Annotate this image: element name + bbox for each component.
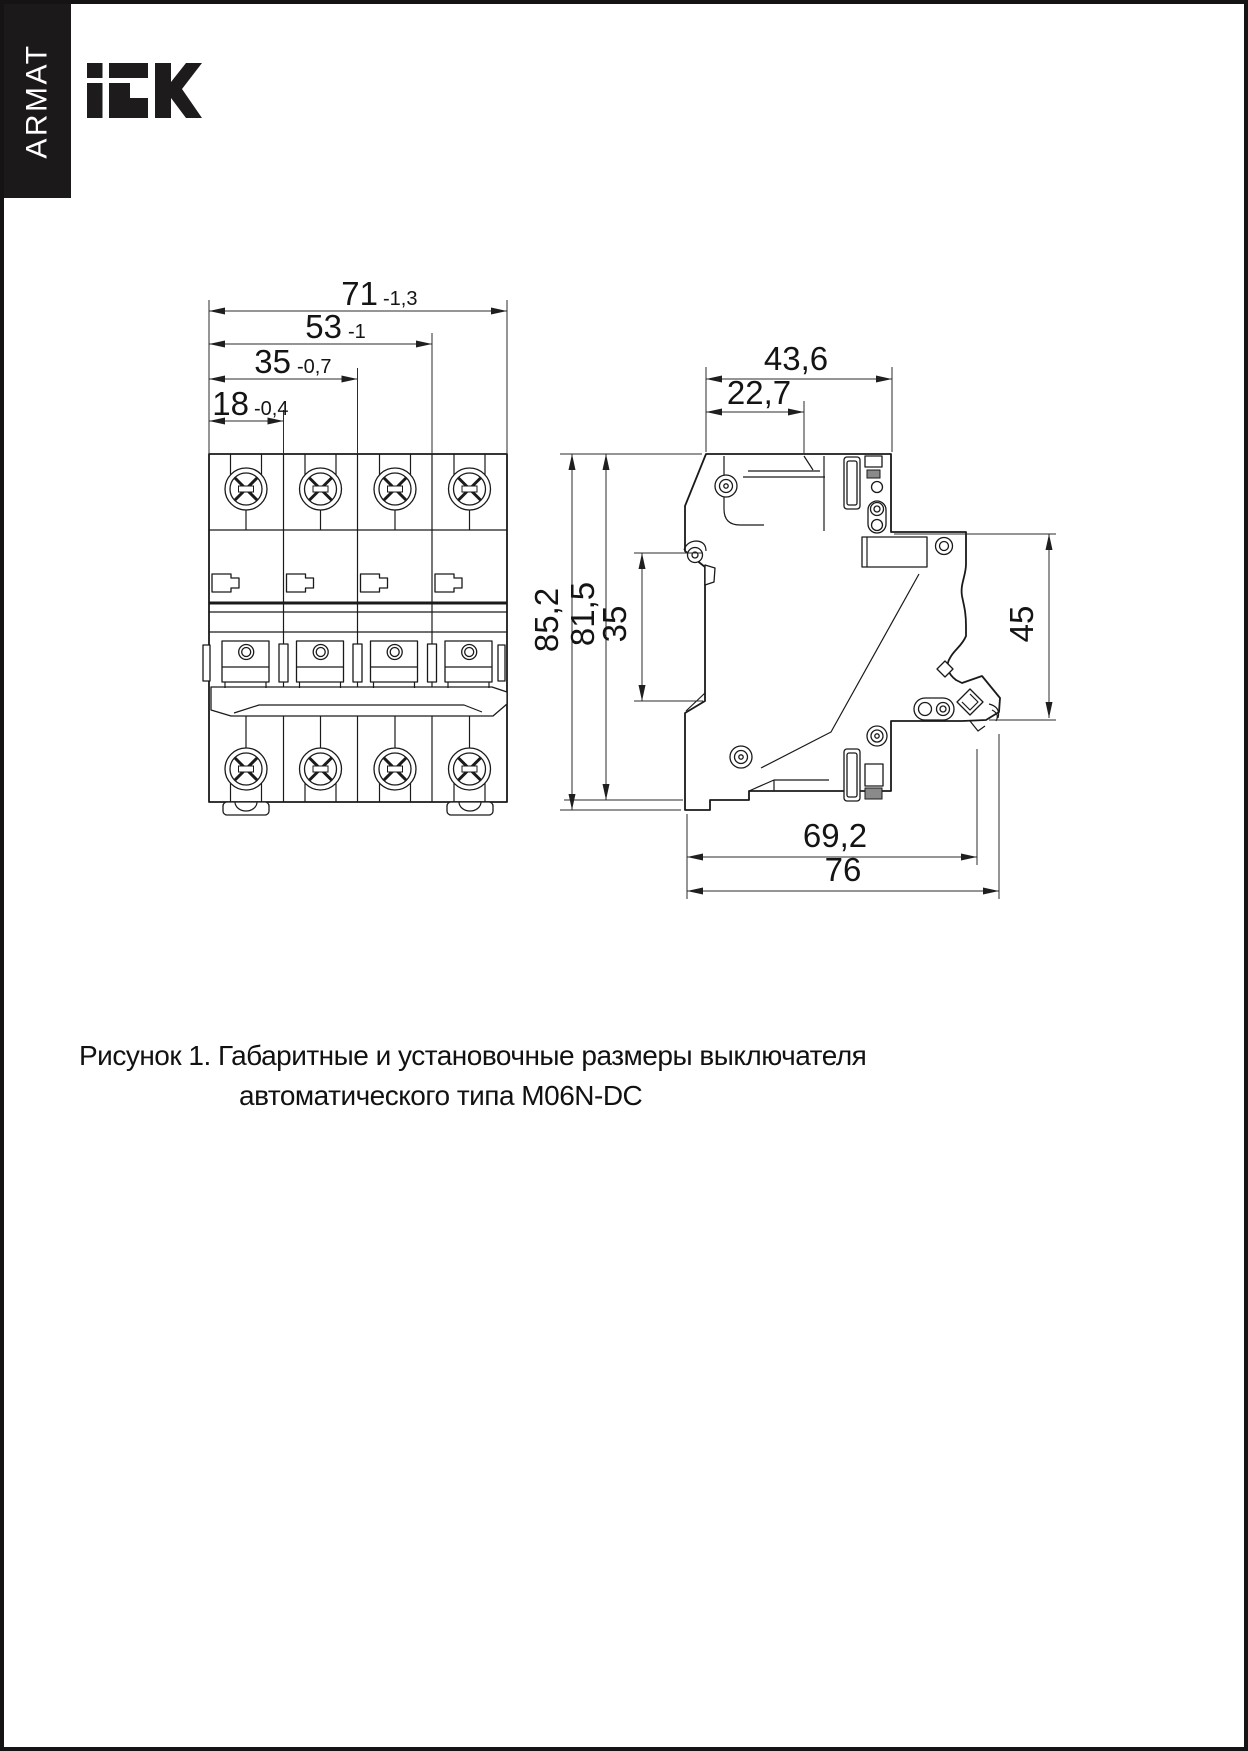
brand-armat-label: ARMAT [20, 43, 54, 159]
dim-18: 18 [212, 385, 249, 422]
caption-line2: автоматического типа М06N-DC [239, 1080, 643, 1111]
dim-35-rail: 35 [596, 605, 633, 643]
dim-35-tolerance: -0,7 [297, 356, 332, 378]
caption-line1: Рисунок 1. Габаритные и установочные размеры выключателя [79, 1040, 867, 1071]
dim-85-2: 85,2 [528, 587, 565, 653]
dim-45: 45 [1003, 605, 1040, 643]
dim-43-6: 43,6 [763, 340, 829, 377]
front-view-dimensions [209, 275, 507, 454]
dim-18-tolerance: -0,4 [254, 398, 289, 420]
dim-53: 53 [305, 308, 342, 345]
dim-71-tolerance: -1,3 [383, 288, 418, 310]
dim-81-5: 81,5 [564, 581, 601, 647]
figure-drawing [4, 4, 1248, 1751]
figure-caption [79, 1036, 939, 1116]
dim-22-7: 22,7 [726, 374, 792, 411]
dim-69-2: 69,2 [802, 817, 868, 854]
dim-76: 76 [824, 851, 862, 888]
dim-35: 35 [254, 343, 291, 380]
dim-71: 71 [341, 275, 378, 312]
side-view-drawing [684, 454, 1000, 810]
front-view-drawing [203, 454, 507, 815]
dim-53-tolerance: -1 [348, 321, 366, 343]
